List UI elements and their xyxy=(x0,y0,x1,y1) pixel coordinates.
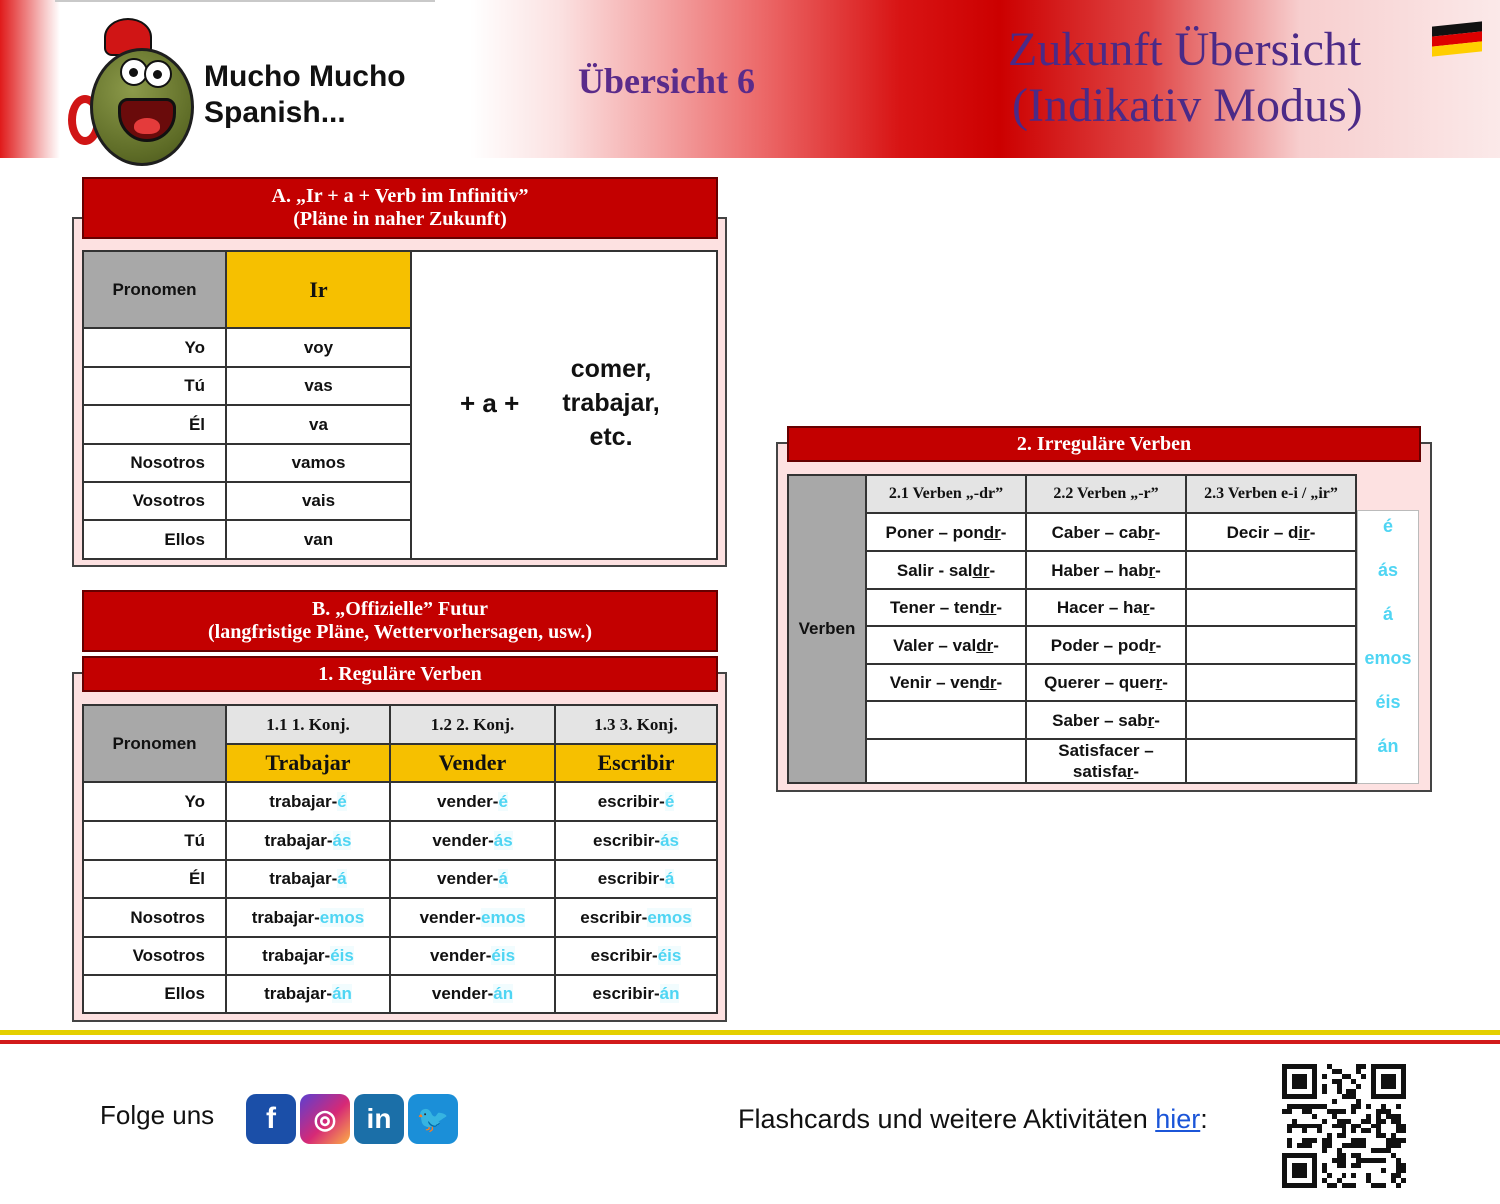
infinitive-example-3: etc. xyxy=(589,423,633,451)
verb-ending: emos xyxy=(319,907,365,927)
section-a-title-line1: A. „Ir + a + Verb im Infinitiv” xyxy=(271,185,529,207)
regular-future-table xyxy=(82,704,718,1014)
table-row xyxy=(83,782,717,821)
irregular-verb-cell xyxy=(1026,513,1186,551)
follow-us-label: Folge uns xyxy=(100,1100,215,1130)
flashcards-link[interactable]: hier xyxy=(1155,1104,1201,1134)
verb-header-vender: Vender xyxy=(390,744,555,782)
verb-ending: á xyxy=(664,869,675,888)
verb-ending: án xyxy=(332,984,352,1003)
verb-stem: trabajar- xyxy=(269,791,338,811)
verb-stem: vender- xyxy=(437,869,499,888)
verb-dash: - xyxy=(1149,598,1156,617)
irregular-verb-cell xyxy=(1026,701,1186,739)
ir-conjugation-table xyxy=(82,250,412,560)
col-header-pronomen: Pronomen xyxy=(83,251,226,328)
conjugation-cell xyxy=(555,782,717,821)
page-subtitle: Übersicht 6 xyxy=(578,61,755,101)
verb-dash: - xyxy=(1154,522,1161,542)
irregular-verb-cell xyxy=(866,513,1026,551)
verb-stem: escribir- xyxy=(592,830,661,850)
verb-infinitive: Valer – val xyxy=(893,635,977,655)
verb-stem-marker: r xyxy=(1148,560,1156,580)
infinitive-example-1: comer, xyxy=(570,355,652,383)
verb-stem-marker: r xyxy=(1148,635,1156,655)
table-row xyxy=(83,821,717,860)
verb-infinitive: Poder – pod xyxy=(1050,635,1149,655)
infinitive-examples xyxy=(546,352,676,454)
pronoun-cell: Él xyxy=(83,405,226,444)
pronoun-cell: Vosotros xyxy=(83,482,226,520)
verb-infinitive: Hacer – ha xyxy=(1056,598,1143,617)
irregular-future-table xyxy=(787,474,1357,784)
verb-ending: ás xyxy=(332,830,352,850)
verb-ending: emos xyxy=(481,907,526,927)
table-row xyxy=(83,520,411,559)
verb-dash: - xyxy=(1155,635,1162,655)
irregular-verb-cell xyxy=(1026,589,1186,626)
verb-stem: trabajar- xyxy=(251,907,320,927)
verb-stem-marker: ir xyxy=(1298,522,1310,542)
verb-infinitive: Poner – pon xyxy=(885,522,984,542)
conjugation-cell xyxy=(226,898,390,937)
pronoun-cell: Nosotros xyxy=(83,898,226,937)
verb-ending: ás xyxy=(660,830,679,850)
verb-stem: vender- xyxy=(419,907,481,927)
table-row xyxy=(788,664,1356,701)
verb-stem: vender- xyxy=(429,946,492,965)
verb-stem: escribir- xyxy=(580,907,648,927)
irregular-verb-cell xyxy=(1026,664,1186,701)
table-row xyxy=(788,626,1356,664)
irregular-verb-cell xyxy=(1186,513,1356,551)
verb-stem-marker: r xyxy=(1155,673,1163,692)
table-row xyxy=(83,444,411,482)
pronoun-cell: Ellos xyxy=(83,520,226,559)
conjugation-cell xyxy=(555,975,717,1013)
verb-ending: é xyxy=(337,791,347,811)
mascot-logo xyxy=(0,0,200,160)
verb-infinitive: Decir – d xyxy=(1226,522,1299,542)
verb-stem: escribir- xyxy=(590,946,658,965)
verb-ending: éis xyxy=(491,946,516,965)
pronoun-cell: Tú xyxy=(83,821,226,860)
table-row xyxy=(83,937,717,975)
table-row xyxy=(83,405,411,444)
pronoun-cell: Vosotros xyxy=(83,937,226,975)
irregular-verb-cell xyxy=(1186,551,1356,589)
conjugation-cell xyxy=(555,860,717,898)
irregular-verb-cell xyxy=(1186,589,1356,626)
verb-stem-marker: dr xyxy=(976,635,994,655)
conjugation-cell xyxy=(390,821,555,860)
infinitive-example-2: trabajar, xyxy=(562,389,660,417)
verb-stem-marker: dr xyxy=(983,522,1001,542)
verb-dash: - xyxy=(989,560,996,580)
verb-header-escribir: Escribir xyxy=(555,744,717,782)
verb-stem-marker: dr xyxy=(972,560,990,580)
verb-header-trabajar: Trabajar xyxy=(226,744,390,782)
irregular-col-header: 2.1 Verben „-dr” xyxy=(866,475,1026,513)
irregular-verb-cell xyxy=(866,626,1026,664)
table-row xyxy=(788,551,1356,589)
verb-stem-marker: r xyxy=(1147,710,1155,730)
verb-stem: escribir- xyxy=(597,869,665,888)
table-row xyxy=(83,898,717,937)
verb-stem: vender- xyxy=(432,830,494,850)
irregular-verb-cell xyxy=(1186,701,1356,739)
verb-stem: trabajar- xyxy=(264,830,333,850)
conjugation-cell xyxy=(226,821,390,860)
irregular-verb-cell xyxy=(866,551,1026,589)
irregular-verb-cell xyxy=(1026,739,1186,783)
verb-infinitive: Haber – hab xyxy=(1051,560,1149,580)
qr-code-icon[interactable] xyxy=(1282,1064,1406,1188)
conjugation-cell xyxy=(390,937,555,975)
ir-form-cell: vais xyxy=(226,482,411,520)
col-header-ir: Ir xyxy=(226,251,411,328)
ir-form-cell: va xyxy=(226,405,411,444)
verb-infinitive: Salir - sal xyxy=(896,560,973,580)
conjugation-cell xyxy=(226,782,390,821)
instagram-icon[interactable]: ◎ xyxy=(300,1094,350,1144)
pronoun-cell: Tú xyxy=(83,367,226,405)
verb-dash: - xyxy=(1133,762,1140,781)
irregular-verb-cell xyxy=(866,739,1026,783)
conjugation-cell xyxy=(555,821,717,860)
irregular-ending: ás xyxy=(1377,560,1399,580)
verb-dash: - xyxy=(1154,710,1160,730)
irregular-verb-cell xyxy=(1186,739,1356,783)
verb-stem: vender- xyxy=(431,984,494,1003)
verb-ending: án xyxy=(659,984,680,1003)
section-b-title-line1: B. „Offizielle” Futur xyxy=(311,598,489,620)
irregular-ending: é xyxy=(1382,516,1393,536)
verb-ending: éis xyxy=(330,946,354,965)
ir-form-cell: voy xyxy=(226,328,411,367)
section-a-title-line2: (Pläne in naher Zukunft) xyxy=(293,208,507,230)
irregular-ending: á xyxy=(1382,604,1393,624)
flashcards-label: Flashcards und weitere Aktivitäten xyxy=(738,1104,1156,1134)
verb-infinitive: Venir – ven xyxy=(889,673,980,692)
verb-stem-marker: dr xyxy=(979,598,997,617)
table-row xyxy=(788,589,1356,626)
verb-dash: - xyxy=(993,635,999,655)
verb-dash: - xyxy=(1309,522,1316,542)
irregular-verb-cell xyxy=(866,589,1026,626)
verb-infinitive: Tener – ten xyxy=(889,598,980,617)
verb-stem-marker: r xyxy=(1148,522,1155,542)
facebook-icon[interactable]: f xyxy=(246,1094,296,1144)
conjugation-cell xyxy=(226,860,390,898)
verb-stem: trabajar- xyxy=(262,946,331,965)
section-a-title xyxy=(82,177,718,239)
verb-ending: án xyxy=(493,984,514,1003)
verb-stem-marker: r xyxy=(1126,762,1134,781)
ir-form-cell: vamos xyxy=(226,444,411,482)
plus-a-plus: + a + xyxy=(460,388,520,418)
verb-ending: é xyxy=(664,791,675,811)
verbs-row-label: Verben xyxy=(788,475,866,783)
conjugation-cell xyxy=(390,898,555,937)
page-title-line1: Zukunft Übersicht xyxy=(1008,23,1362,76)
table-row xyxy=(83,367,411,405)
pronoun-cell: Él xyxy=(83,860,226,898)
conjugation-cell xyxy=(390,782,555,821)
conjugation-cell xyxy=(226,975,390,1013)
verb-infinitive: Caber – cab xyxy=(1051,522,1149,542)
verb-stem-marker: dr xyxy=(979,673,997,692)
verb-dash: - xyxy=(996,598,1003,617)
verb-ending: emos xyxy=(647,907,692,927)
mascot-eye-right xyxy=(144,60,172,88)
irregular-ending: án xyxy=(1377,736,1399,756)
table-row xyxy=(788,513,1356,551)
verb-dash: - xyxy=(1155,560,1161,580)
footer-stripe-red xyxy=(0,1040,1500,1044)
page-title-line2: (Indikativ Modus) xyxy=(1012,79,1363,132)
irregular-col-header: 2.2 Verben „-r” xyxy=(1026,475,1186,513)
conjugation-cell xyxy=(390,860,555,898)
verb-infinitive: Satisfacer – satisfa xyxy=(1058,741,1154,781)
table-row xyxy=(83,328,411,367)
group-header-2: 1.2 2. Konj. xyxy=(390,705,555,744)
flashcards-text xyxy=(738,1104,1208,1135)
table-row xyxy=(788,701,1356,739)
verb-ending: á xyxy=(498,869,508,888)
verb-stem-marker: r xyxy=(1142,598,1150,617)
verb-dash: - xyxy=(996,673,1003,692)
twitter-icon[interactable]: 🐦 xyxy=(408,1094,458,1144)
irregular-ending: éis xyxy=(1375,692,1401,712)
section-b-title-line2: (langfristige Pläne, Wettervorhersagen, usw.) xyxy=(207,621,592,643)
conjugation-cell xyxy=(555,937,717,975)
ir-form-cell: van xyxy=(226,520,411,559)
verb-infinitive: Saber – sab xyxy=(1052,710,1148,730)
footer-stripe-yellow xyxy=(0,1030,1500,1035)
irregular-verbs-title: 2. Irreguläre Verben xyxy=(787,426,1421,462)
table-row xyxy=(788,739,1356,783)
pronoun-cell: Yo xyxy=(83,328,226,367)
ir-form-cell: vas xyxy=(226,367,411,405)
verb-ending: á xyxy=(337,869,347,888)
group-header-3: 1.3 3. Konj. xyxy=(555,705,717,744)
irregular-verb-cell xyxy=(1026,551,1186,589)
german-flag-icon xyxy=(1432,21,1482,56)
verb-infinitive: Querer – quer xyxy=(1044,673,1156,692)
irregular-verb-cell xyxy=(1186,664,1356,701)
brand-name-line1: Mucho Mucho xyxy=(204,60,406,93)
table-row xyxy=(83,860,717,898)
verb-ending: ás xyxy=(493,830,513,850)
pronoun-cell: Nosotros xyxy=(83,444,226,482)
verb-stem: trabajar- xyxy=(269,869,338,888)
verb-stem: vender- xyxy=(437,791,499,811)
conjugation-cell xyxy=(390,975,555,1013)
verb-ending: é xyxy=(498,791,508,811)
regular-verbs-title: 1. Reguläre Verben xyxy=(82,656,718,692)
irregular-verb-cell xyxy=(1186,626,1356,664)
conjugation-cell xyxy=(226,937,390,975)
section-b-title xyxy=(82,590,718,652)
verb-dash: - xyxy=(1000,522,1007,542)
group-header-1: 1.1 1. Konj. xyxy=(226,705,390,744)
irregular-ending: emos xyxy=(1364,648,1412,668)
col-header-pronomen: Pronomen xyxy=(83,705,226,782)
irregular-verb-cell xyxy=(866,664,1026,701)
irregular-verb-cell xyxy=(866,701,1026,739)
table-row xyxy=(83,482,411,520)
linkedin-icon[interactable]: in xyxy=(354,1094,404,1144)
verb-stem: trabajar- xyxy=(264,984,333,1003)
irregular-verb-cell xyxy=(1026,626,1186,664)
flashcards-colon: : xyxy=(1200,1104,1208,1134)
irregular-col-header: 2.3 Verben e-i / „ir” xyxy=(1186,475,1356,513)
verb-dash: - xyxy=(1162,673,1168,692)
conjugation-cell xyxy=(555,898,717,937)
verb-stem: escribir- xyxy=(592,984,660,1003)
verb-stem: escribir- xyxy=(597,791,665,811)
pronoun-cell: Yo xyxy=(83,782,226,821)
verb-ending: éis xyxy=(657,946,682,965)
brand-name-line2: Spanish... xyxy=(204,96,346,129)
pronoun-cell: Ellos xyxy=(83,975,226,1013)
table-row xyxy=(83,975,717,1013)
mascot-tongue xyxy=(134,118,160,134)
